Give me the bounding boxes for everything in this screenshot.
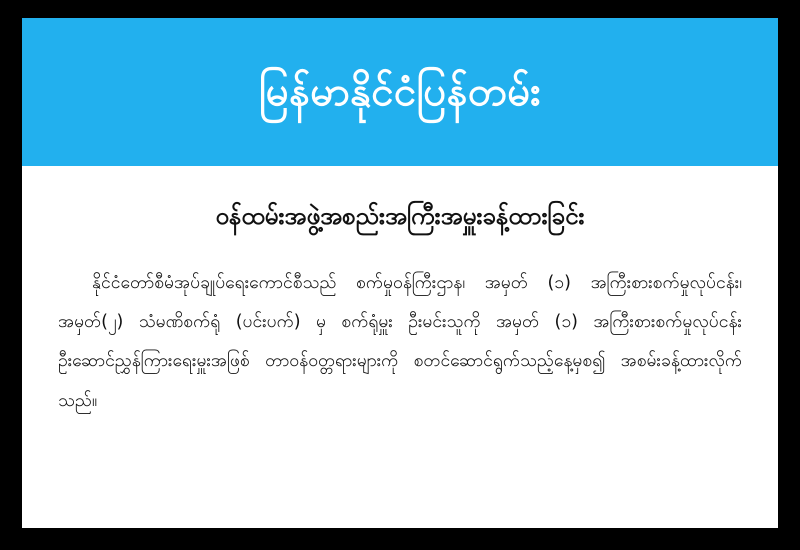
gazette-title: မြန်မာနိုင်ငံပြန်တမ်း: [259, 69, 541, 115]
announcement-paragraph: နိုင်ငံတော်စီမံအုပ်ချုပ်ရေးကောင်စီသည် စက်မှုဝန်ကြီးဌာန၊ အမှတ် (၁) အကြီးစားစက်မှုလုပ်ငန်း၊ အမှတ်(၂) သံမဏိစက်ရုံ (ပင်းပက်) မှ စက်ရုံမှူး ဦးမင်းသူကို အမှတ် (၁) အကြီးစားစက်မှုလုပ်ငန်း ဦးဆောင်ညွှန်ကြားရေးမှူးအဖြစ် တာဝန်ဝတ္တရားများကို စတင်ဆောင်ရွက်သည့်နေ့မှစ၍ အစမ်းခန့်ထားလိုက်သည်။: [58, 272, 742, 411]
document-sheet: [22, 18, 778, 528]
gazette-banner: [22, 18, 778, 166]
document-body: [22, 166, 778, 528]
document-subtitle: ဝန်ထမ်းအဖွဲ့အစည်းအကြီးအမှူးခန့်ထားခြင်း: [215, 202, 585, 230]
